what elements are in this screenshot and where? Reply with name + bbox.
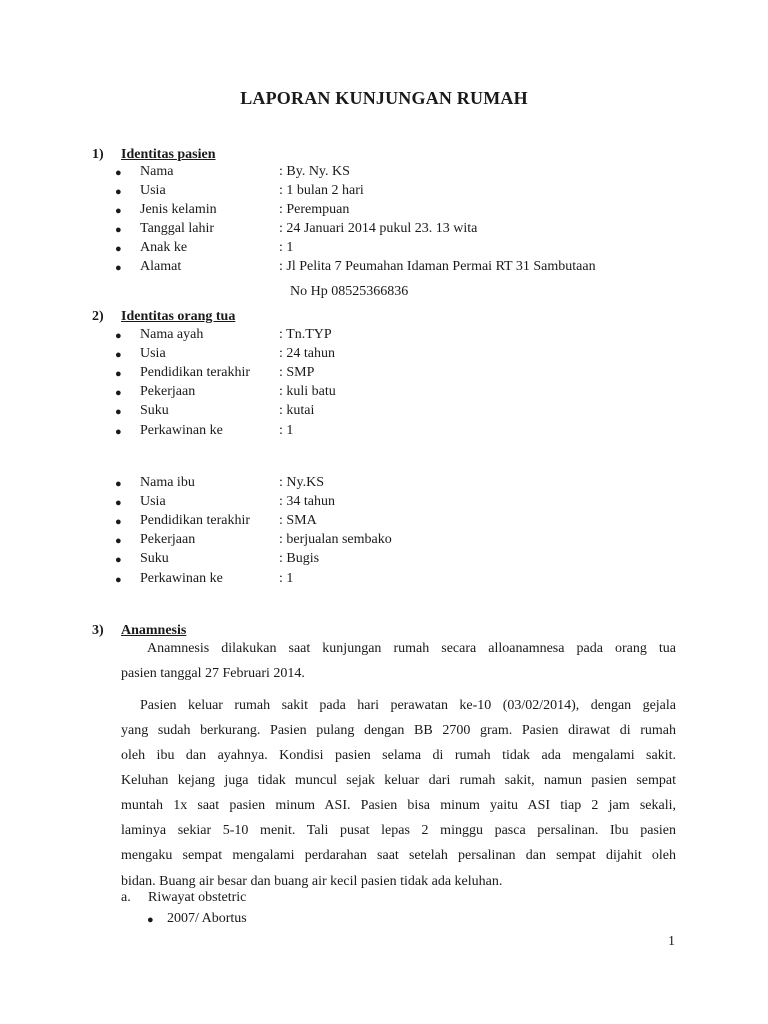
anamnesis-para2-line: laminya sekiar 5-10 menit. Tali pusat lepas 2 minggu pasca persalinan. Ibu pasien — [121, 823, 676, 838]
bullet-icon: ● — [115, 167, 122, 179]
section1-heading: Identitas pasien — [121, 147, 216, 162]
mother-name-label: Nama ibu — [140, 475, 195, 490]
anamnesis-para1-line: Anamnesis dilakukan saat kunjungan rumah secara alloanamnesa pada orang tua — [147, 641, 676, 656]
mother-education-label: Pendidikan terakhir — [140, 513, 251, 528]
father-marriage-value: : 1 — [279, 423, 294, 438]
anamnesis-para2-line: oleh ibu dan ayahnya. Kondisi pasien selama di rumah tidak ada mengalami sakit. — [121, 748, 676, 763]
bullet-icon: ● — [115, 330, 122, 342]
father-ethnicity-value: : kutai — [279, 403, 315, 418]
bullet-icon: ● — [115, 426, 122, 438]
patient-sex-value: : Perempuan — [279, 202, 350, 217]
obstetric-history-item: 2007/ Abortus — [167, 911, 247, 926]
bullet-icon: ● — [147, 914, 154, 926]
anamnesis-para2-line: Keluhan kejang juga tidak muncul sejak keluar dari rumah sakit, namun pasien sempat — [121, 773, 676, 788]
patient-name-label: Nama — [140, 164, 174, 179]
mother-ethnicity-value: : Bugis — [279, 551, 320, 566]
bullet-icon: ● — [115, 554, 122, 566]
page-number: 1 — [668, 934, 675, 949]
bullet-icon: ● — [115, 205, 122, 217]
patient-sex-label: Jenis kelamin — [140, 202, 217, 217]
anamnesis-para2-line: Pasien keluar rumah sakit pada hari perawatan ke-10 (03/02/2014), dengan gejala — [140, 698, 676, 713]
father-name-label: Nama ayah — [140, 327, 204, 342]
mother-marriage-value: : 1 — [279, 571, 294, 586]
bullet-icon: ● — [115, 349, 122, 361]
section3-number: 3) — [92, 623, 104, 638]
father-marriage-label: Perkawinan ke — [140, 423, 223, 438]
mother-job-label: Pekerjaan — [140, 532, 196, 547]
section1-number: 1) — [92, 147, 104, 162]
father-ethnicity-label: Suku — [140, 403, 169, 418]
father-job-value: : kuli batu — [279, 384, 336, 399]
bullet-icon: ● — [115, 516, 122, 528]
anamnesis-para2-line: bidan. Buang air besar dan buang air kecil pasien tidak ada keluhan. — [121, 874, 503, 889]
father-age-value: : 24 tahun — [279, 346, 335, 361]
page-title: LAPORAN KUNJUNGAN RUMAH — [240, 88, 528, 108]
bullet-icon: ● — [115, 574, 122, 586]
bullet-icon: ● — [115, 186, 122, 198]
patient-dob-label: Tanggal lahir — [140, 221, 215, 236]
patient-child-order-label: Anak ke — [140, 240, 188, 255]
bullet-icon: ● — [115, 368, 122, 380]
anamnesis-para2-line: mengaku sempat mengalami perdarahan saat setelah persalinan dan sempat dijahit oleh — [121, 848, 676, 863]
mother-name-value: : Ny.KS — [279, 475, 324, 490]
obstetric-history-marker: a. — [121, 890, 131, 905]
patient-dob-value: : 24 Januari 2014 pukul 23. 13 wita — [279, 221, 478, 236]
section3-heading: Anamnesis — [121, 623, 187, 638]
patient-child-order-value: : 1 — [279, 240, 294, 255]
anamnesis-para2-line: yang sudah berkurang. Pasien pulang dengan BB 2700 gram. Pasien dirawat di rumah — [121, 723, 676, 738]
patient-address-label: Alamat — [140, 259, 182, 274]
father-age-label: Usia — [140, 346, 166, 361]
section2-heading: Identitas orang tua — [121, 309, 236, 324]
bullet-icon: ● — [115, 387, 122, 399]
mother-ethnicity-label: Suku — [140, 551, 169, 566]
bullet-icon: ● — [115, 406, 122, 418]
patient-phone: No Hp 08525366836 — [290, 284, 409, 299]
patient-age-value: : 1 bulan 2 hari — [279, 183, 364, 198]
bullet-icon: ● — [115, 478, 122, 490]
mother-age-value: : 34 tahun — [279, 494, 335, 509]
bullet-icon: ● — [115, 497, 122, 509]
mother-job-value: : berjualan sembako — [279, 532, 392, 547]
bullet-icon: ● — [115, 262, 122, 274]
father-education-value: : SMP — [279, 365, 315, 380]
mother-education-value: : SMA — [279, 513, 317, 528]
patient-age-label: Usia — [140, 183, 166, 198]
obstetric-history-label: Riwayat obstetric — [148, 890, 247, 905]
anamnesis-para2-line: muntah 1x saat pasien minum ASI. Pasien bisa minum yaitu ASI tiap 2 jam sekali, — [121, 798, 676, 813]
patient-name-value: : By. Ny. KS — [279, 164, 350, 179]
mother-marriage-label: Perkawinan ke — [140, 571, 223, 586]
bullet-icon: ● — [115, 535, 122, 547]
section2-number: 2) — [92, 309, 104, 324]
anamnesis-para1-line: pasien tanggal 27 Februari 2014. — [121, 666, 305, 681]
father-job-label: Pekerjaan — [140, 384, 196, 399]
father-education-label: Pendidikan terakhir — [140, 365, 251, 380]
bullet-icon: ● — [115, 224, 122, 236]
father-name-value: : Tn.TYP — [279, 327, 332, 342]
mother-age-label: Usia — [140, 494, 166, 509]
patient-address-value: : Jl Pelita 7 Peumahan Idaman Permai RT 31 Sambutaan — [279, 259, 596, 274]
bullet-icon: ● — [115, 243, 122, 255]
